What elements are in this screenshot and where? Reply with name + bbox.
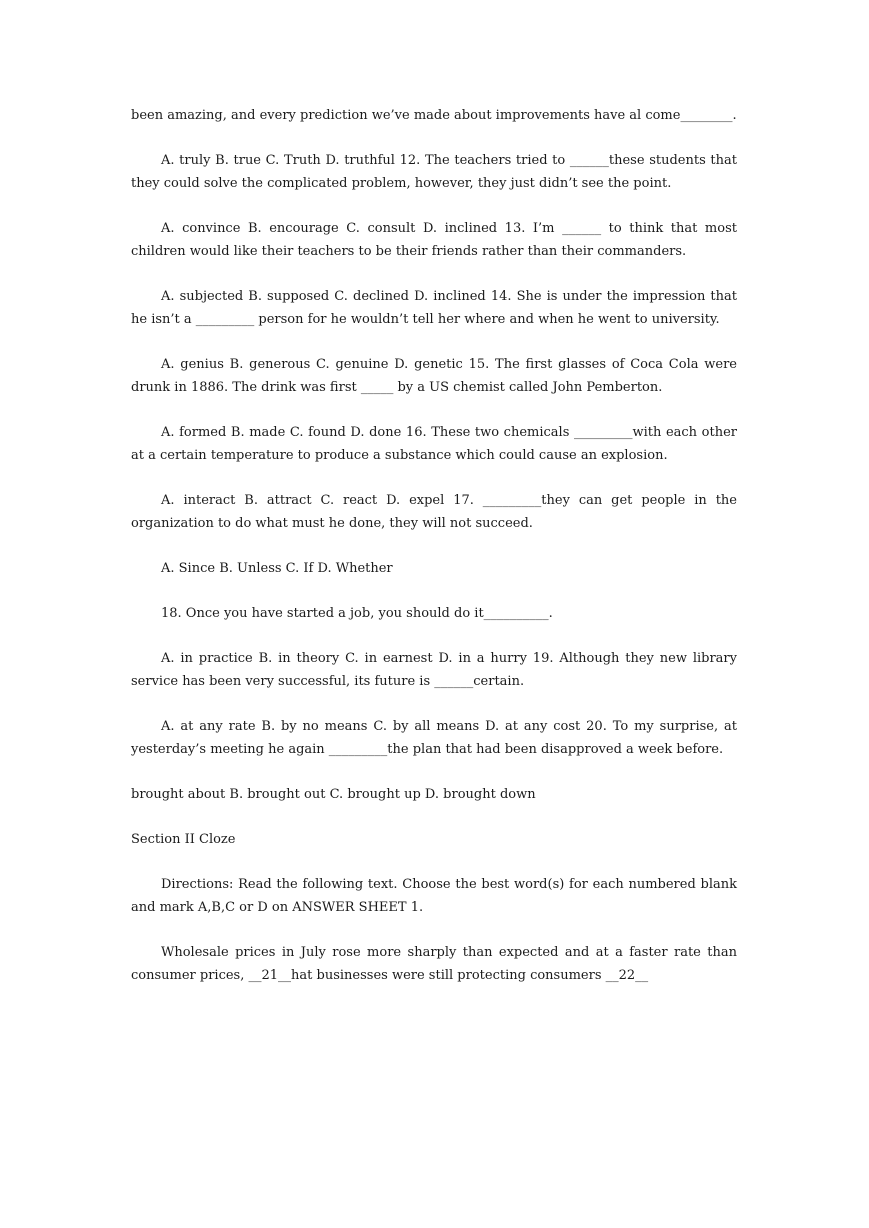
paragraph-q18-options-q19-stem: A. in practice B. in theory C. in earnest D. in a hurry 19. Although they new library service has been very successful, its future is ______certain. xyxy=(131,651,742,689)
paragraph-q19-options-q20-stem: A. at any rate B. by no means C. by all means D. at any cost 20. To my surprise, at yesterday’s meeting he again _________the plan that had been disapproved a week before. xyxy=(131,719,742,757)
section-heading-cloze: Section II Cloze xyxy=(131,832,236,847)
paragraph-q18-stem: 18. Once you have started a job, you should do it__________. xyxy=(161,606,553,621)
paragraph-q16-options-q17-stem: A. interact B. attract C. react D. expel 17. _________they can get people in the organization to do what must he done, they will not succeed. xyxy=(131,493,742,531)
paragraph-q17-options: A. Since B. Unless C. If D. Whether xyxy=(161,561,393,576)
paragraph-q14-options-q15-stem: A. genius B. generous C. genuine D. genetic 15. The first glasses of Coca Cola were drunk in 1886. The drink was first _____ by a US chemist called John Pemberton. xyxy=(131,357,742,395)
document-page xyxy=(131,104,742,1009)
paragraph-q12-options-q13-stem: A. convince B. encourage C. consult D. inclined 13. I’m ______ to think that most children would like their teachers to be their friends rather than their commanders. xyxy=(131,221,742,259)
paragraph-q11-stem: been amazing, and every prediction we’ve made about improvements have al come________. xyxy=(131,108,737,123)
paragraph-q20-options: brought about B. brought out C. brought up D. brought down xyxy=(131,787,536,802)
paragraph-cloze-text: Wholesale prices in July rose more sharply than expected and at a faster rate than consumer prices, __21__hat businesses were still protecting consumers __22__ xyxy=(131,945,742,983)
paragraph-q13-options-q14-stem: A. subjected B. supposed C. declined D. inclined 14. She is under the impression that he isn’t a _________ person for he wouldn’t tell her where and when he went to university. xyxy=(131,289,742,327)
paragraph-directions: Directions: Read the following text. Choose the best word(s) for each numbered blank and mark A,B,C or D on ANSWER SHEET 1. xyxy=(131,877,742,915)
paragraph-q15-options-q16-stem: A. formed B. made C. found D. done 16. These two chemicals _________with each other at a certain temperature to produce a substance which could cause an explosion. xyxy=(131,425,742,463)
paragraph-q11-options-q12-stem: A. truly B. true C. Truth D. truthful 12. The teachers tried to ______these students that they could solve the complicated problem, however, they just didn’t see the point. xyxy=(131,153,742,191)
